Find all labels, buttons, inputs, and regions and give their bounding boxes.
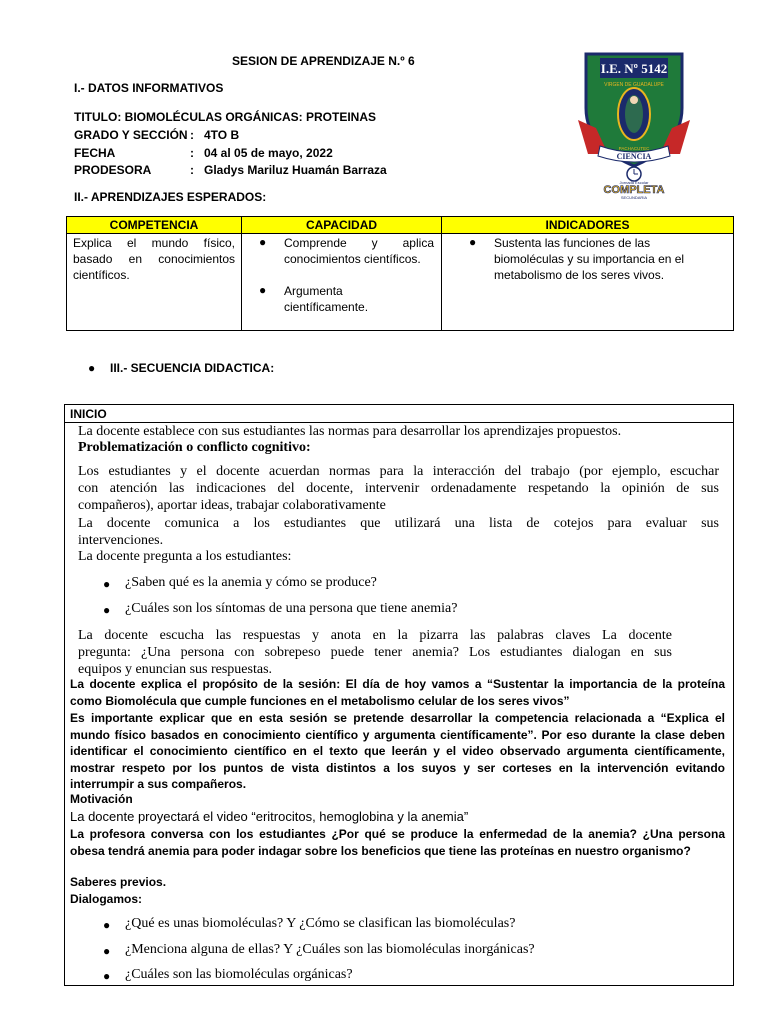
prior-knowledge-heading: Saberes previos. [70,875,167,889]
motivation-heading: Motivación [70,792,133,806]
bullet-icon: ● [103,577,111,591]
header-indicadores: INDICADORES [442,217,733,234]
logo-arc-text: VIRGEN DE GUADALUPE [604,82,664,88]
bullet-icon: ● [259,235,267,249]
dialog-heading: Dialogamos: [70,892,143,906]
para-line: pregunta: ¿Una persona con sobrepeso puede tener anemia? Los estudiantes dialogan en sus [78,645,672,660]
section-aprendizajes-esperados: II.- APRENDIZAJES ESPERADOS: [74,190,267,204]
inicio-box [64,404,734,986]
para-line: compañeros), aportar ideas, trabajar colaborativamente [78,498,386,513]
info-label: PRODESORA [74,163,152,177]
bullet-icon: ● [103,603,111,617]
logo-badge-top: Jornada Escolar [619,180,649,185]
problem-heading: Problematización o conflicto cognitivo: [78,440,311,455]
video-line: La docente proyectará el video “eritrocitos, hemoglobina y la anemia” [70,809,469,824]
logo-banner-text: CIENCIA [616,152,652,161]
para-line: como Biomolécula que cumple funciones en el metabolismo celular de los seres vivos” [70,694,570,708]
ask-line: La docente pregunta a los estudiantes: [78,549,292,564]
section-datos-informativos: I.- DATOS INFORMATIVOS [74,81,224,95]
document-title: SESION DE APRENDIZAJE N.º 6 [232,54,415,68]
bullet-icon: ● [88,361,96,375]
question-item: ¿Cuáles son los síntomas de una persona que tiene anemia? [125,601,458,616]
bullet-icon: ● [103,918,111,932]
bullet-icon: ● [103,944,111,958]
para-line: La profesora conversa con los estudiantes ¿Por qué se produce la enfermedad de la anemia? ¿Una persona [70,827,725,841]
norms-line: La docente establece con sus estudiantes las normas para desarrollar los aprendizajes propuestos. [78,424,622,439]
header-competencia: COMPETENCIA [67,217,241,234]
capacidad-line: científicamente. [284,300,369,314]
indicador-line: biomoléculas y su importancia en el [494,252,685,266]
para-line: equipos y enuncian sus respuestas. [78,662,273,677]
para-line: con atención las indicaciones del docente, intervenir ordenadamente respetando la opinión de sus [78,481,719,496]
indicador-line: metabolismo de los seres vivos. [494,268,665,282]
para-line: obesa tendrá anemia para poder indagar sobre los beneficios que tiene las proteínas en nuestro organismo? [70,844,691,858]
info-label: TITULO: BIOMOLÉCULAS ORGÁNICAS: PROTEINAS [74,110,376,124]
competencia-line: basado en conocimientos [73,252,235,266]
info-colon: : [190,163,194,177]
capacidad-line: Comprende y aplica [284,236,434,250]
question-item: ¿Cuáles son las biomoléculas orgánicas? [125,967,353,982]
para-line: La docente explica el propósito de la sesión: El día de hoy vamos a “Sustentar la importancia de la proteína [70,677,725,691]
header-capacidad: CAPACIDAD [242,217,441,234]
para-line: interrumpir a sus compañeros. [70,777,247,791]
logo-badge-sub: SECUNDARIA [620,195,648,200]
bullet-icon: ● [103,969,111,983]
indicador-line: Sustenta las funciones de las [494,236,651,250]
info-value: 04 al 05 de mayo, 2022 [204,146,333,160]
info-value: 4TO B [204,128,240,142]
para-proposito [70,676,725,710]
logo-badge-main: COMPLETA [603,184,665,196]
info-label: GRADO Y SECCIÓN [74,128,188,142]
logo-figure-face [630,96,638,104]
info-colon: : [190,128,194,142]
para-line: identificar el conocimiento científico en el texto que leerán y el video observado argumenta científicamente, [70,744,725,758]
para-line: mundo físico basados en conocimiento científico y argumenta científicamente”. Por eso durante la clase deben [70,727,725,742]
info-value: Gladys Mariluz Huamán Barraza [204,163,387,177]
competencia-line: Explica el mundo físico, [73,236,235,250]
cell-capacidad-2 [284,283,434,315]
para-respuestas [78,627,672,678]
para-norms [78,463,719,514]
heading-divider [65,422,733,423]
competencia-line: científicos. [73,268,130,282]
para-cotejos [78,515,719,549]
para-line: Es importante explicar que en esta sesión se pretende desarrollar la competencia relacionada a “Explica el [70,711,725,725]
question-item: ¿Qué es unas biomoléculas? Y ¿Cómo se clasifican las biomoléculas? [125,916,516,931]
cell-competencia [73,235,235,283]
column-divider [441,217,442,330]
bullet-icon: ● [469,235,477,249]
info-colon: : [190,146,194,160]
competency-table [66,216,734,331]
bullet-icon: ● [259,283,267,297]
section-secuencia-didactica: III.- SECUENCIA DIDACTICA: [110,361,275,375]
cell-indicadores [494,235,730,283]
para-line: La docente comunica a los estudiantes que utilizará una lista de cotejos para evaluar sus [78,516,719,531]
para-line: intervenciones. [78,533,164,548]
question-item: ¿Saben qué es la anemia y cómo se produce? [125,575,377,590]
para-conversa [70,826,725,860]
cell-capacidad-1 [284,235,434,267]
para-importante [70,710,725,793]
question-item: ¿Menciona alguna de ellas? Y ¿Cuáles son las biomoléculas inorgánicas? [125,942,535,957]
school-logo [578,50,690,202]
para-line: mostrar respeto por los puntos de vista distintos a los suyos y ser corteses en la intervención evitando [70,760,725,775]
para-line: La docente escucha las respuestas y anota en la pizarra las palabras claves La docente [78,628,672,643]
capacidad-line: conocimientos científicos. [284,252,421,266]
capacidad-line: Argumenta [284,284,343,298]
info-label: FECHA [74,146,116,160]
inicio-heading: INICIO [70,407,107,421]
logo-school-name: I.E. Nº 5142 [600,61,668,76]
para-line: Los estudiantes y el docente acuerdan normas para la interacción del trabajo (por ejemplo, escuchar [78,464,719,479]
column-divider [241,217,242,330]
logo-place: PACHACUTEC [618,146,650,151]
